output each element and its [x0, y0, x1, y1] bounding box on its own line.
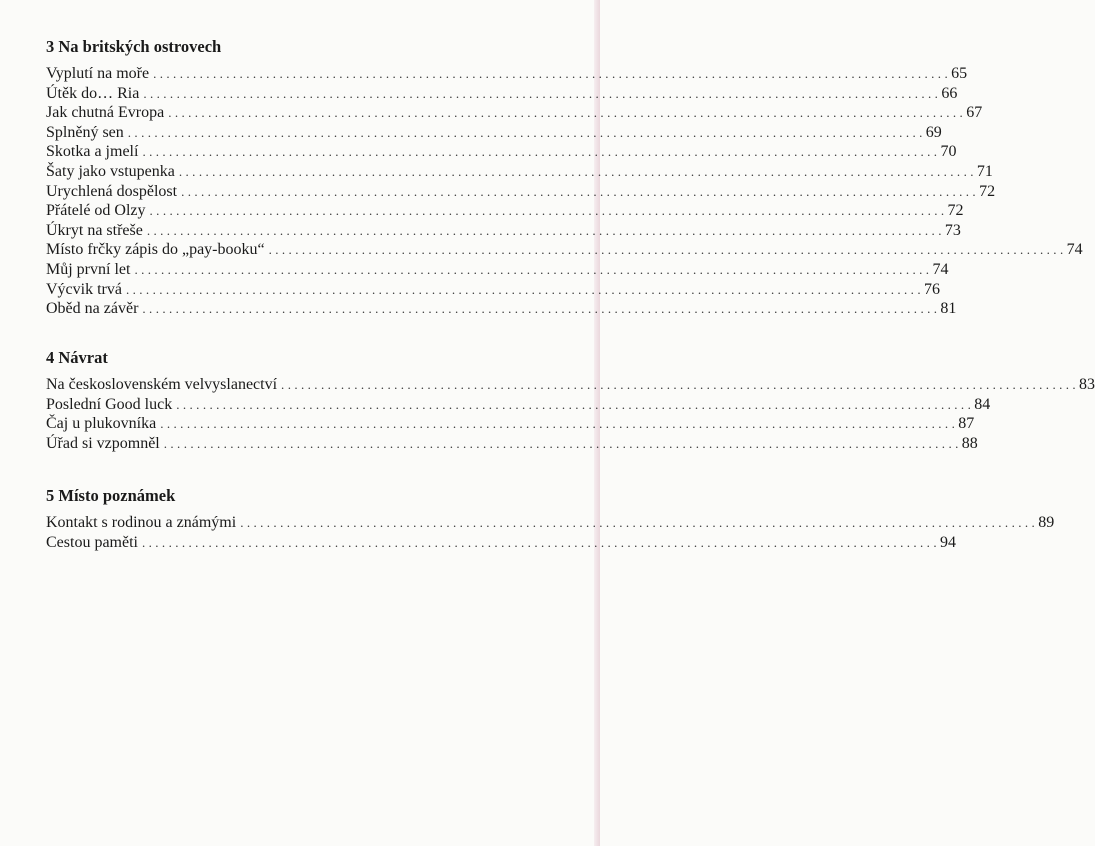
dot-leader: ........................................................................................................................	[176, 396, 975, 412]
dot-leader: ........................................................................................................................	[125, 281, 924, 297]
toc-entry	[46, 414, 975, 434]
dot-leader: ........................................................................................................................	[178, 163, 977, 179]
toc-entry	[46, 64, 968, 84]
dot-leader: ........................................................................................................................	[240, 515, 1039, 530]
toc-entry	[46, 434, 978, 454]
dot-leader: ........................................................................................................................	[143, 85, 942, 101]
dot-leader: ........................................................................................................................	[141, 534, 940, 550]
dot-leader: ........................................................................................................................	[163, 435, 962, 451]
entry-title: Poslední Good luck	[46, 395, 173, 413]
entry-page-number: 71	[976, 162, 993, 180]
dot-leader: ........................................................................................................................	[142, 144, 941, 160]
dot-leader: ........................................................................................................................	[181, 183, 980, 199]
toc-entry	[46, 260, 949, 280]
entry-title: Urychlená dospělost	[46, 182, 178, 200]
entry-title: Úřad si vzpomněl	[46, 434, 160, 452]
entry-page-number: 81	[940, 300, 957, 318]
dot-leader: ........................................................................................................................	[268, 242, 1067, 258]
entry-page-number: 88	[961, 434, 978, 452]
entry-title: Jak chutná Evropa	[46, 104, 165, 122]
toc-entry	[46, 123, 942, 143]
toc-section-5	[46, 484, 1055, 552]
toc-entry	[46, 375, 1095, 395]
dot-leader: ........................................................................................................................	[134, 261, 933, 277]
entry-page-number: 74	[932, 260, 949, 278]
entry-page-number: 72	[979, 182, 996, 200]
dot-leader: ........................................................................................................................	[146, 222, 945, 238]
toc-entry	[46, 84, 958, 104]
entry-page-number: 65	[951, 65, 968, 82]
section-heading: 5 Místo poznámek	[46, 486, 176, 505]
entry-title: Úkryt na střeše	[46, 221, 143, 239]
entry-page-number: 67	[966, 104, 983, 122]
dot-leader: ........................................................................................................................	[160, 416, 959, 432]
dot-leader: ........................................................................................................................	[142, 301, 941, 317]
toc-entry	[46, 221, 961, 241]
dot-leader: ........................................................................................................................	[168, 105, 967, 121]
toc-entry	[46, 513, 1055, 533]
entry-page-number: 89	[1038, 514, 1055, 531]
toc-entry	[46, 162, 993, 182]
entry-title: Čaj u plukovníka	[46, 415, 157, 433]
entry-page-number: 70	[940, 143, 957, 161]
entry-title: Kontakt s rodinou a známými	[46, 514, 237, 531]
entry-page-number: 73	[944, 221, 961, 239]
entry-page-number: 69	[925, 123, 942, 141]
entry-title: Šaty jako vstupenka	[46, 162, 175, 180]
entry-title: Splněný sen	[46, 123, 124, 141]
toc-entry	[46, 142, 957, 162]
entry-page-number: 76	[923, 280, 940, 298]
toc-entry	[46, 182, 996, 202]
dot-leader: ........................................................................................................................	[149, 203, 948, 219]
entry-page-number: 74	[1066, 241, 1083, 259]
toc-entry	[46, 533, 956, 553]
entry-title: Přátelé od Olzy	[46, 202, 146, 220]
entry-page-number: 84	[974, 395, 991, 413]
entry-title: Cestou paměti	[46, 533, 138, 551]
toc-section-3	[46, 35, 1083, 319]
toc-section-4	[46, 346, 1095, 453]
entry-page-number: 94	[939, 533, 956, 551]
section-heading: 4 Návrat	[46, 348, 108, 367]
section-heading: 3 Na britských ostrovech	[46, 37, 222, 56]
entry-title: Skotka a jmelí	[46, 143, 139, 161]
entry-page-number: 72	[947, 202, 964, 220]
entry-page-number: 66	[941, 84, 958, 102]
entry-title: Můj první let	[46, 260, 131, 278]
entry-page-number: 83	[1079, 376, 1095, 393]
entry-title: Místo frčky zápis do „pay-booku“	[46, 241, 265, 259]
toc-entry	[46, 201, 964, 221]
toc-entry	[46, 103, 983, 123]
toc-entry	[46, 299, 957, 319]
entry-title: Výcvik trvá	[46, 280, 122, 298]
entry-page-number: 87	[958, 415, 975, 433]
dot-leader: ........................................................................................................................	[127, 124, 926, 140]
entry-title: Vyplutí na moře	[46, 65, 150, 82]
entry-title: Útěk do… Ria	[46, 84, 140, 102]
toc-entry	[46, 240, 1083, 260]
toc-entry	[46, 395, 991, 415]
entry-title: Oběd na závěr	[46, 300, 139, 318]
toc-entry	[46, 280, 940, 300]
dot-leader: ........................................................................................................................	[153, 66, 952, 81]
dot-leader: ........................................................................................................................	[281, 377, 1080, 392]
entry-title: Na československém velvyslanectví	[46, 376, 278, 393]
